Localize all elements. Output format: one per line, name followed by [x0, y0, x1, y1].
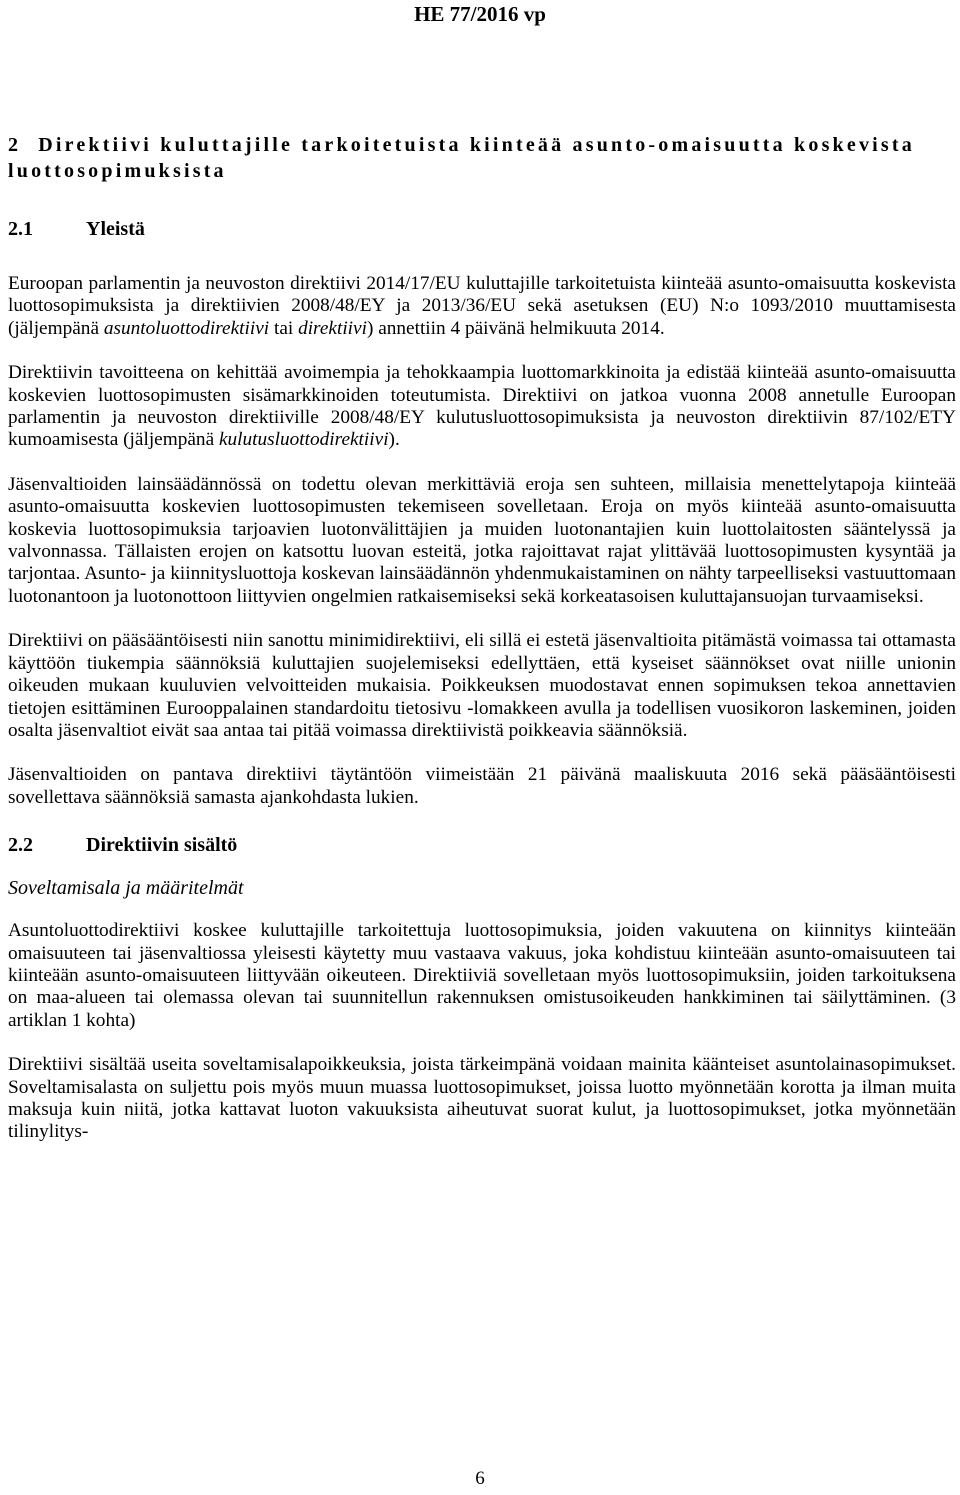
italic-term: asuntoluottodirektiivi: [103, 317, 270, 339]
section-title: Yleistä: [86, 218, 145, 240]
paragraph-1: [8, 273, 956, 340]
section-title: Direktiivi kuluttajille tarkoitetuista kiinteää asunto-omaisuutta koskevista luottosopimuksista: [8, 134, 915, 182]
section-number: 2.1: [8, 218, 33, 240]
subheading: Soveltamisala ja määritelmät: [8, 877, 244, 900]
section-2-2-heading: [8, 832, 956, 858]
text-run: Direktiivin tavoitteena on kehittää avoimempia ja tehokkaampia luottomarkkinoita ja edistää kiinteää asunto-omaisuutta koskevien luottosopimusten sisämarkkinoiden toteutumista. Direktiivi on jatkoa vuonna 2008 annetulle Euroopan parlamentin ja neuvoston direktiiville 2008/48/EY kulutusluottosopimuksista ja neuvoston direktiivin 87/102/ETY kumoamisesta (jäljempänä: [8, 362, 956, 451]
paragraph-3: Jäsenvaltioiden lainsäädännössä on todettu olevan merkittäviä eroja sen suhteen, millaisia menettelytapoja kiinteää asunto-omaisuutta koskevien luottosopimusten tekemiseen sovelletaan. Eroja on myös kiinteää asunto-omaisuutta koskevia luottosopimuksia tarjoavien luotonvälittäjien ja muiden luotonantajien kuin luottolaitosten sääntelyssä ja valvonnassa. Tällaisten erojen on katsottu luovan esteitä, jotka rajoittavat rajat ylittävää luottosopimusten kysyntää ja tarjontaa. Asunto- ja kiinnitysluottoja koskevan lainsäädännön yhdenmukaistaminen on nähty tarpeelliseksi vastuuttomaan luotonantoon ja luotonottoon liittyvien ongelmien ratkaisemiseksi sekä korkeatasoisen kuluttajansuojan turvaamiseksi.: [8, 473, 956, 607]
text-run: tai: [269, 317, 299, 339]
running-header: HE 77/2016 vp: [414, 2, 546, 26]
page-content: [8, 132, 956, 1144]
paragraph-2: [8, 362, 956, 452]
paragraph-6: Asuntoluottodirektiivi koskee kuluttajille tarkoitettuja luottosopimuksia, joiden vakuutena on kiinnitys kiinteään omaisuuteen tai jäsenvaltiossa yleisesti käytetty muu vastaava vakuus, joka kohdistuu kiinteään asunto-omaisuuteen tai kiinteään asunto-omaisuuteen liittyvään oikeuteen. Direktiiviä sovelletaan myös luottosopimuksiin, joiden tarkoituksena on maa-alueen tai olemassa olevan tai suunnitellun rakennuksen omistusoikeuden hankkiminen tai säilyttäminen. (3 artiklan 1 kohta): [8, 920, 956, 1031]
italic-term: direktiivi: [298, 317, 367, 339]
section-2-1-heading: [8, 216, 956, 242]
italic-term: kulutusluottodirektiivi: [218, 429, 389, 451]
text-run: ).: [388, 429, 400, 451]
paragraph-5: Jäsenvaltioiden on pantava direktiivi täytäntöön viimeistään 21 päivänä maaliskuuta 2016 sekä pääsääntöisesti sovellettava säännöksiä samasta ajankohdasta lukien.: [8, 764, 956, 808]
paragraph-7: Direktiivi sisältää useita soveltamisalapoikkeuksia, joista tärkeimpänä voidaan mainita käänteiset asuntolainasopimukset. Soveltamisalasta on suljettu pois myös muun muassa luottosopimukset, joissa luotto myönnetään korotta ja ilman muita maksuja kuin niitä, jotka kattavat luoton vakuuksista aiheutuvat suorat kulut, ja luottosopimukset, jotka myönnetään tilinylitys-: [8, 1054, 956, 1143]
paragraph-4: Direktiivi on pääsääntöisesti niin sanottu minimidirektiivi, eli sillä ei estetä jäsenvaltioita pitämästä voimassa tai ottamasta käyttöön tiukempia säännöksiä kuluttajien suojelemiseksi edellyttäen, että kyseiset säännökset ovat niille unionin oikeuden mukaan kuuluvien velvoitteiden mukaisia. Poikkeuksen muodostavat ennen sopimuksen tekoa annettavien tietojen esittäminen Eurooppalainen standardoitu tietosivu -lomakkeen avulla ja todellisen vuosikoron laskeminen, joiden osalta jäsenvaltiot eivät saa antaa tai pitää voimassa direktiivistä poikkeavia säännöksiä.: [8, 630, 956, 741]
text-run: ) annettiin 4 päivänä helmikuuta 2014.: [366, 317, 665, 339]
section-title: Direktiivin sisältö: [86, 834, 238, 857]
section-number: 2: [8, 134, 18, 156]
section-number: 2.2: [8, 834, 33, 857]
section-2-heading: [8, 132, 956, 184]
page-number: 6: [475, 1468, 485, 1489]
text-run: Euroopan parlamentin ja neuvoston direktiivi 2014/17/EU kuluttajille tarkoitetuista kiinteää asunto-omaisuutta koskevista luottosopimuksista ja direktiivien 2008/48/EY ja 2013/36/EU sekä asetuksen (EU) N:o 1093/2010 muuttamisesta (jäljempänä: [8, 273, 956, 339]
